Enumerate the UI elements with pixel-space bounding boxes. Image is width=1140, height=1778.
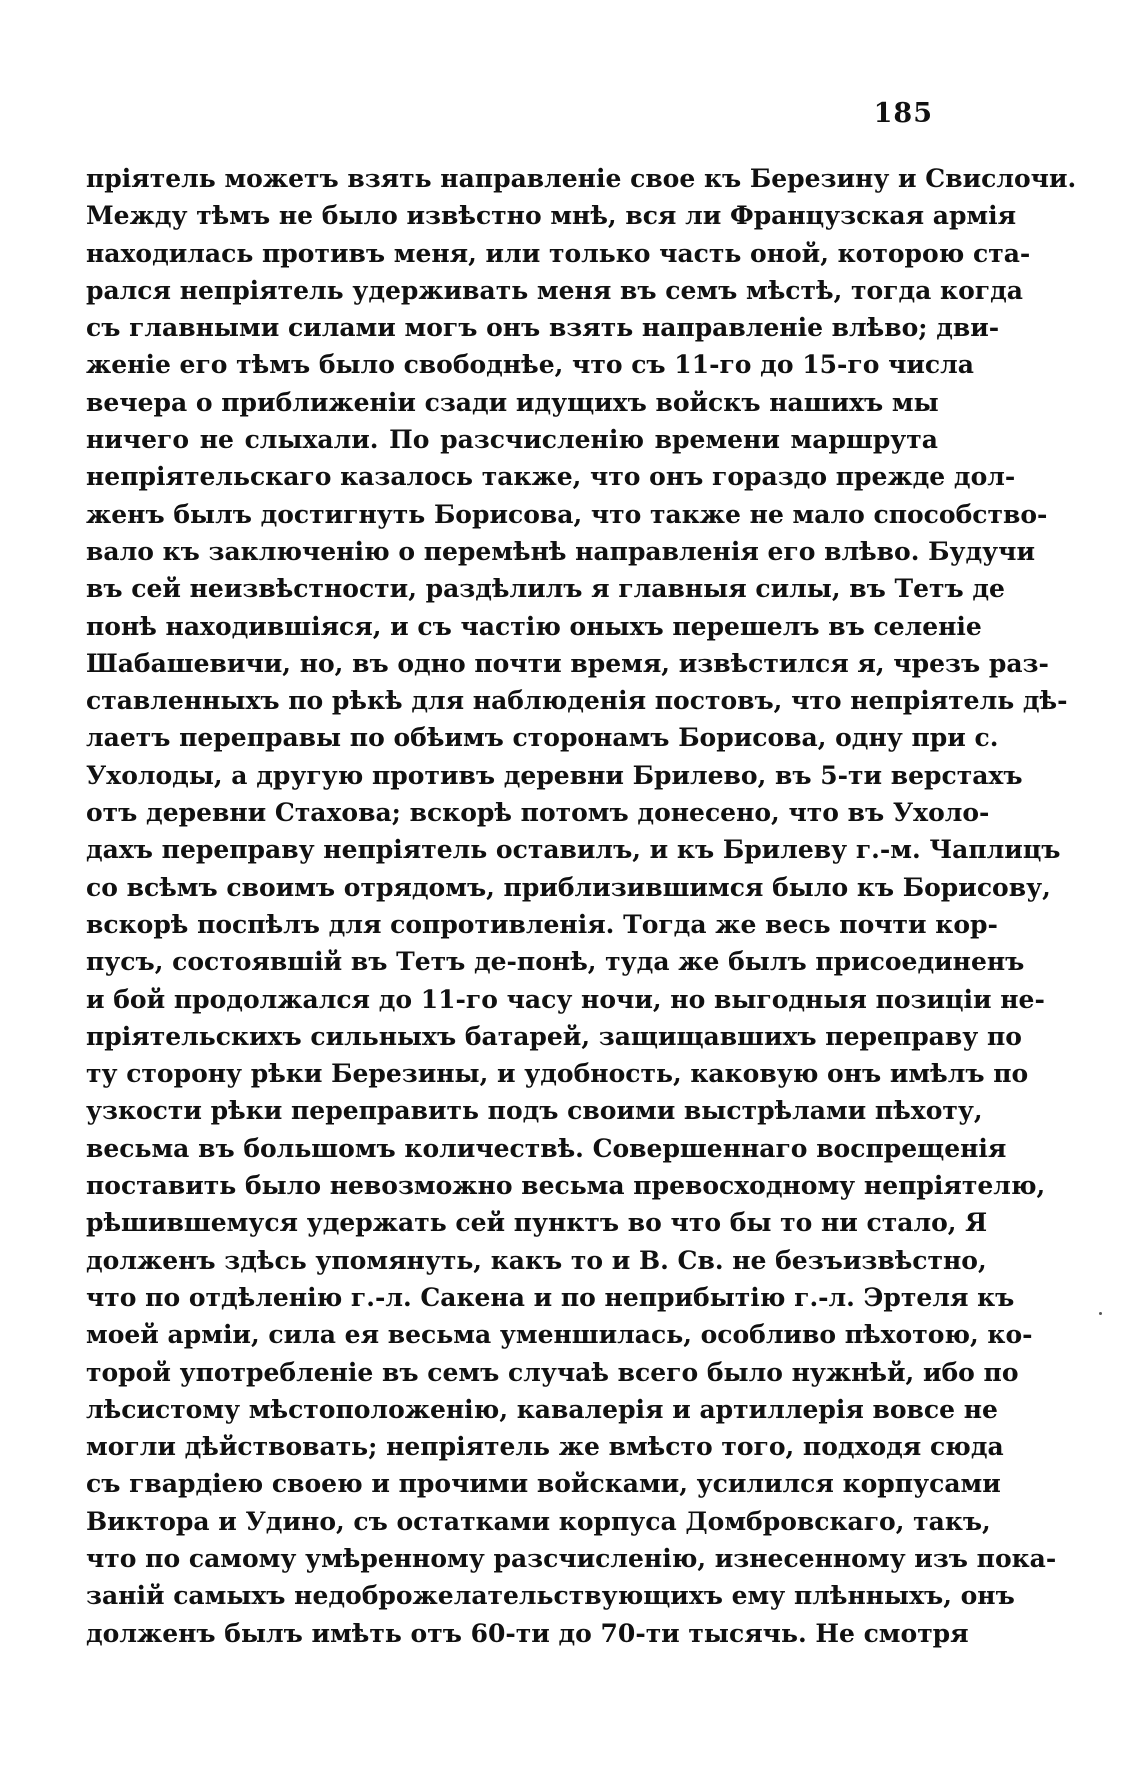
text-line: торой употребленіе въ семъ случаѣ всего было нужнѣй, ибо по <box>86 1357 1019 1387</box>
page-number: 185 <box>873 98 933 129</box>
text-line: поставить было невозможно весьма превосходному непріятелю, <box>86 1171 1046 1201</box>
text-line: въ сей неизвѣстности, раздѣлилъ я главныя силы, въ Тетъ де <box>86 574 1005 604</box>
text-line: долженъ здѣсь упомянуть, какъ то и В. Св. не безъизвѣстно, <box>86 1245 987 1275</box>
scan-speck <box>1099 1312 1102 1315</box>
text-line: женъ былъ достигнуть Борисова, что также не мало способство- <box>86 499 1048 529</box>
text-line: рался непріятель удерживать меня въ семъ мѣстѣ, тогда когда <box>86 275 1023 305</box>
text-line: со всѣмъ своимъ отрядомъ, приблизившимся было къ Борисову, <box>86 872 1051 902</box>
text-line: Виктора и Удино, съ остатками корпуса Домбровскаго, такъ, <box>86 1506 991 1536</box>
text-line: Ухолоды, а другую противъ деревни Брилево, въ 5-ти верстахъ <box>86 760 1023 790</box>
text-line: понѣ находившіяся, и съ частію оныхъ перешелъ въ селеніе <box>86 611 982 641</box>
text-line: весьма въ большомъ количествѣ. Совершеннаго воспрещенія <box>86 1133 1007 1163</box>
text-line: Между тѣмъ не было извѣстно мнѣ, вся ли Французская армія <box>86 201 1017 231</box>
text-line: непріятельскаго казалось также, что онъ гораздо прежде дол- <box>86 462 1016 492</box>
text-line: моей арміи, сила ея весьма уменшилась, особливо пѣхотою, ко- <box>86 1320 1033 1350</box>
text-line: вало къ заключенію о перемѣнѣ направленія его влѣво. Будучи <box>86 536 1036 566</box>
text-line: пріятель можетъ взять направленіе свое къ Березину и Свислочи. <box>86 164 1077 193</box>
text-line: пріятельскихъ сильныхъ батарей, защищавшихъ переправу по <box>86 1021 1022 1051</box>
text-line: что по отдѣленію г.-л. Сакена и по неприбытію г.-л. Эртеля къ <box>86 1282 1015 1312</box>
text-line: долженъ былъ имѣть отъ 60-ти до 70-ти тысячь. Не смотря <box>86 1618 969 1648</box>
text-line: лаетъ переправы по обѣимъ сторонамъ Борисова, одну при с. <box>86 723 999 753</box>
text-line: отъ деревни Стахова; вскорѣ потомъ донесено, что въ Ухоло- <box>86 798 990 828</box>
text-line: женіе его тѣмъ было свободнѣе, что съ 11-го до 15-го числа <box>86 350 974 380</box>
text-line: вскорѣ поспѣлъ для сопротивленія. Тогда же весь почти кор- <box>86 909 998 939</box>
text-line: съ гвардіею своею и прочими войсками, усилился корпусами <box>86 1469 1001 1499</box>
text-line: могли дѣйствовать; непріятель же вмѣсто того, подходя сюда <box>86 1432 1004 1462</box>
text-line: пусъ, состоявшій въ Тетъ де-понѣ, туда же былъ присоединенъ <box>86 947 1025 977</box>
text-line: заній самыхъ недоброжелательствующихъ ему плѣнныхъ, онъ <box>86 1581 1015 1611</box>
text-line: и бой продолжался до 11-го часу ночи, но выгодныя позиціи не- <box>86 984 1045 1014</box>
text-line: что по самому умѣренному разсчисленію, изнесенному изъ пока- <box>86 1543 1057 1573</box>
text-line: вечера о приближеніи сзади идущихъ войскъ нашихъ мы <box>86 387 939 417</box>
text-line: дахъ переправу непріятель оставилъ, и къ Брилеву г.-м. Чаплицъ <box>86 835 1061 865</box>
body-text <box>86 160 1077 1652</box>
text-line: ту сторону рѣки Березины, и удобность, каковую онъ имѣлъ по <box>86 1059 1029 1089</box>
text-line: ничего не слыхали. По разсчисленію времени маршрута <box>86 425 938 455</box>
text-line: узкости рѣки переправить подъ своими выстрѣлами пѣхоту, <box>86 1096 983 1126</box>
text-line: ставленныхъ по рѣкѣ для наблюденія постовъ, что непріятель дѣ- <box>86 686 1068 716</box>
text-line: находилась противъ меня, или только часть оной, которою ста- <box>86 238 1031 268</box>
text-line: лѣсистому мѣстоположенію, кавалерія и артиллерія вовсе не <box>86 1394 998 1424</box>
text-line: Шабашевичи, но, въ одно почти время, извѣстился я, чрезъ раз- <box>86 648 1049 678</box>
text-line: рѣшившемуся удержать сей пунктъ во что бы то ни стало, Я <box>86 1208 988 1238</box>
text-line: съ главными силами могъ онъ взять направленіе влѣво; дви- <box>86 313 1000 343</box>
